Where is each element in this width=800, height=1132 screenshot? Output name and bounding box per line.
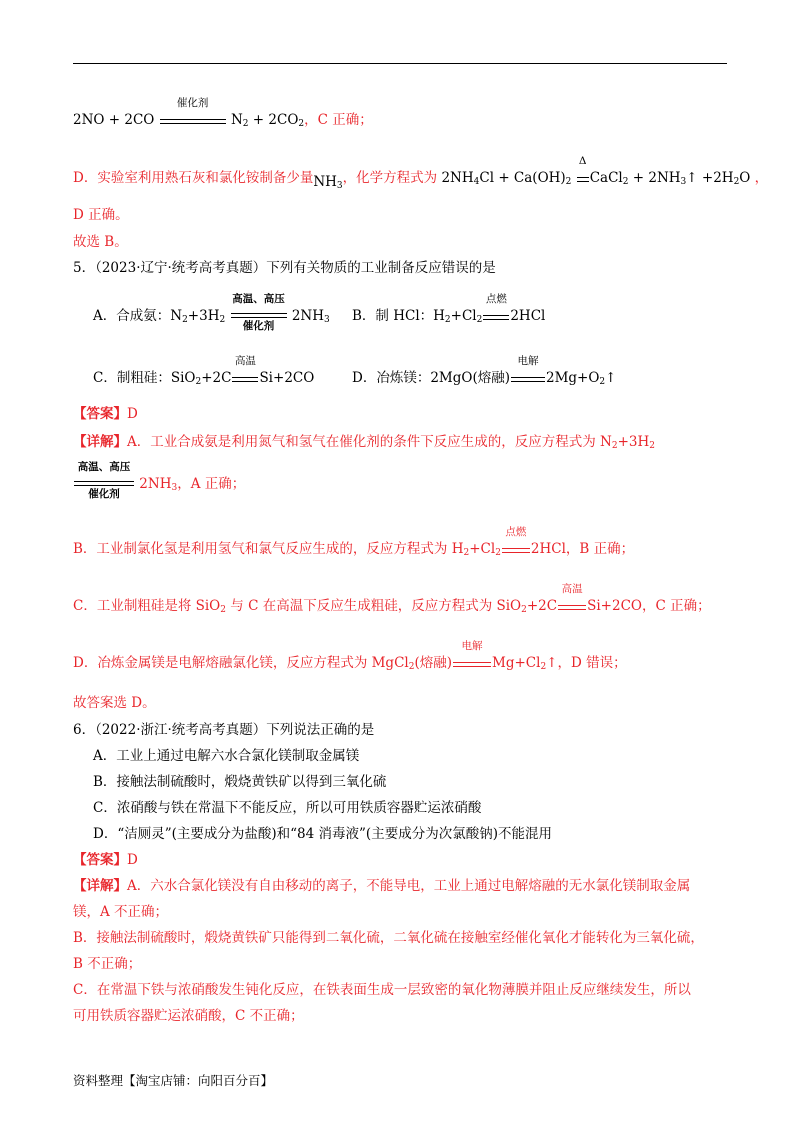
q5-option-b: B．制 HCl：$H_2+Cl_2$ 点燃 2HCl bbox=[352, 293, 546, 325]
header-rule bbox=[73, 63, 727, 64]
option-d-explanation: D．实验室利用熟石灰和氯化铵制备少量$NH_3$，化学方程式为 $2NH_4Cl + Ca(OH)_2$ Δ CaCl$_2$ + $2NH_3↑ +2H_2O$ ， bbox=[73, 155, 769, 191]
q6-option-d: D．“洁厕灵”(主要成分为盐酸)和“84 消毒液”(主要成分为次氯酸钠)不能混用 bbox=[93, 826, 552, 842]
q5-explanation-b: B．工业制氯化氢是利用氢气和氯气反应生成的，反应方程式为 $H_2+Cl_2$ 点燃 2HCl，B 正确； bbox=[73, 526, 635, 558]
q6-option-b: B．接触法制硫酸时，煅烧黄铁矿以得到三氧化硫 bbox=[93, 774, 387, 790]
q6-option-c: C．浓硝酸与铁在常温下不能反应，所以可用铁质容器贮运浓硝酸 bbox=[93, 800, 482, 816]
q6-explanation-b-2: B 不正确； bbox=[73, 956, 142, 972]
q5-option-c: C．制粗硅：SiO$_2$+2C 高温 Si+2CO bbox=[93, 355, 315, 387]
reaction-condition: 催化剂 bbox=[160, 110, 226, 124]
q6-option-a: A．工业上通过电解六水合氯化镁制取金属镁 bbox=[93, 748, 360, 764]
reaction-condition: 高温、高压 催化剂 bbox=[74, 475, 134, 488]
q6-explanation-a-2: 镁，A 不正确； bbox=[73, 904, 169, 920]
q6-explanation-b: B．接触法制硫酸时，煅烧黄铁矿只能得到二氧化硫，二氧化硫在接触室经催化氧化才能转化为三氧化硫， bbox=[73, 930, 704, 946]
option-d-conclusion: D 正确。 bbox=[73, 207, 129, 223]
question-6-stem: 6．（2022·浙江·统考高考真题）下列说法正确的是 bbox=[73, 722, 375, 738]
reaction-condition: 点燃 bbox=[502, 539, 530, 553]
question-5-stem: 5．（2023·辽宁·统考高考真题）下列有关物质的工业制备反应错误的是 bbox=[73, 260, 496, 276]
equation-line-c: 2NO + 2CO 催化剂 $N_2 + 2CO_2$，C 正确； bbox=[73, 97, 373, 129]
q5-option-d: D．冶炼镁：2MgO(熔融) 电解 $2Mg+O_2↑$ bbox=[352, 355, 617, 387]
footer-source: 资料整理【淘宝店铺：向阳百分百】 bbox=[73, 1073, 274, 1088]
q5-explanation-a: 【详解】A．工业合成氨是利用氮气和氢气在催化剂的条件下反应生成的，反应方程式为 $N_2+3H_2$ bbox=[73, 434, 656, 451]
reaction-condition: 电解 bbox=[453, 653, 491, 667]
reaction-condition: 点燃 bbox=[483, 306, 509, 320]
q5-explanation-c: C．工业制粗硅是将 SiO$_2$ 与 C 在高温下反应生成粗硅，反应方程式为 SiO$_2$+2C 高温 Si+2CO，C 正确； bbox=[73, 583, 711, 615]
reaction-condition: 高温 bbox=[232, 368, 258, 382]
q6-answer: 【答案】D bbox=[73, 852, 138, 868]
q5-explanation-a-2: 高温、高压 催化剂 $2NH_3$，A 正确； bbox=[73, 474, 245, 494]
reaction-condition: 电解 bbox=[511, 368, 545, 382]
heat-condition: Δ bbox=[577, 168, 589, 182]
q5-option-a: A．合成氨：$N_2+3H_2$ 高温、高压 催化剂 $2NH_3$ bbox=[93, 293, 330, 332]
q5-explanation-d: D．冶炼金属镁是电解熔融氯化镁，反应方程式为 MgCl$_2$(熔融) 电解 $Mg+Cl_2↑$，D 错误； bbox=[73, 640, 627, 672]
q5-conclusion: 故答案选 D。 bbox=[73, 695, 156, 711]
choose-b: 故选 B。 bbox=[73, 234, 128, 250]
reaction-condition: 高温 bbox=[558, 596, 586, 610]
q6-explanation-c: C．在常温下铁与浓硝酸发生钝化反应，在铁表面生成一层致密的氧化物薄膜并阻止反应继续发生，所以 bbox=[73, 982, 691, 998]
q6-explanation-c-2: 可用铁质容器贮运浓硝酸，C 不正确； bbox=[73, 1008, 304, 1024]
q5-answer: 【答案】D bbox=[73, 406, 138, 422]
q6-explanation-a: 【详解】A．六水合氯化镁没有自由移动的离子，不能导电，工业上通过电解熔融的无水氯化镁制取金属 bbox=[73, 878, 691, 894]
reaction-condition: 高温、高压 催化剂 bbox=[232, 293, 285, 332]
